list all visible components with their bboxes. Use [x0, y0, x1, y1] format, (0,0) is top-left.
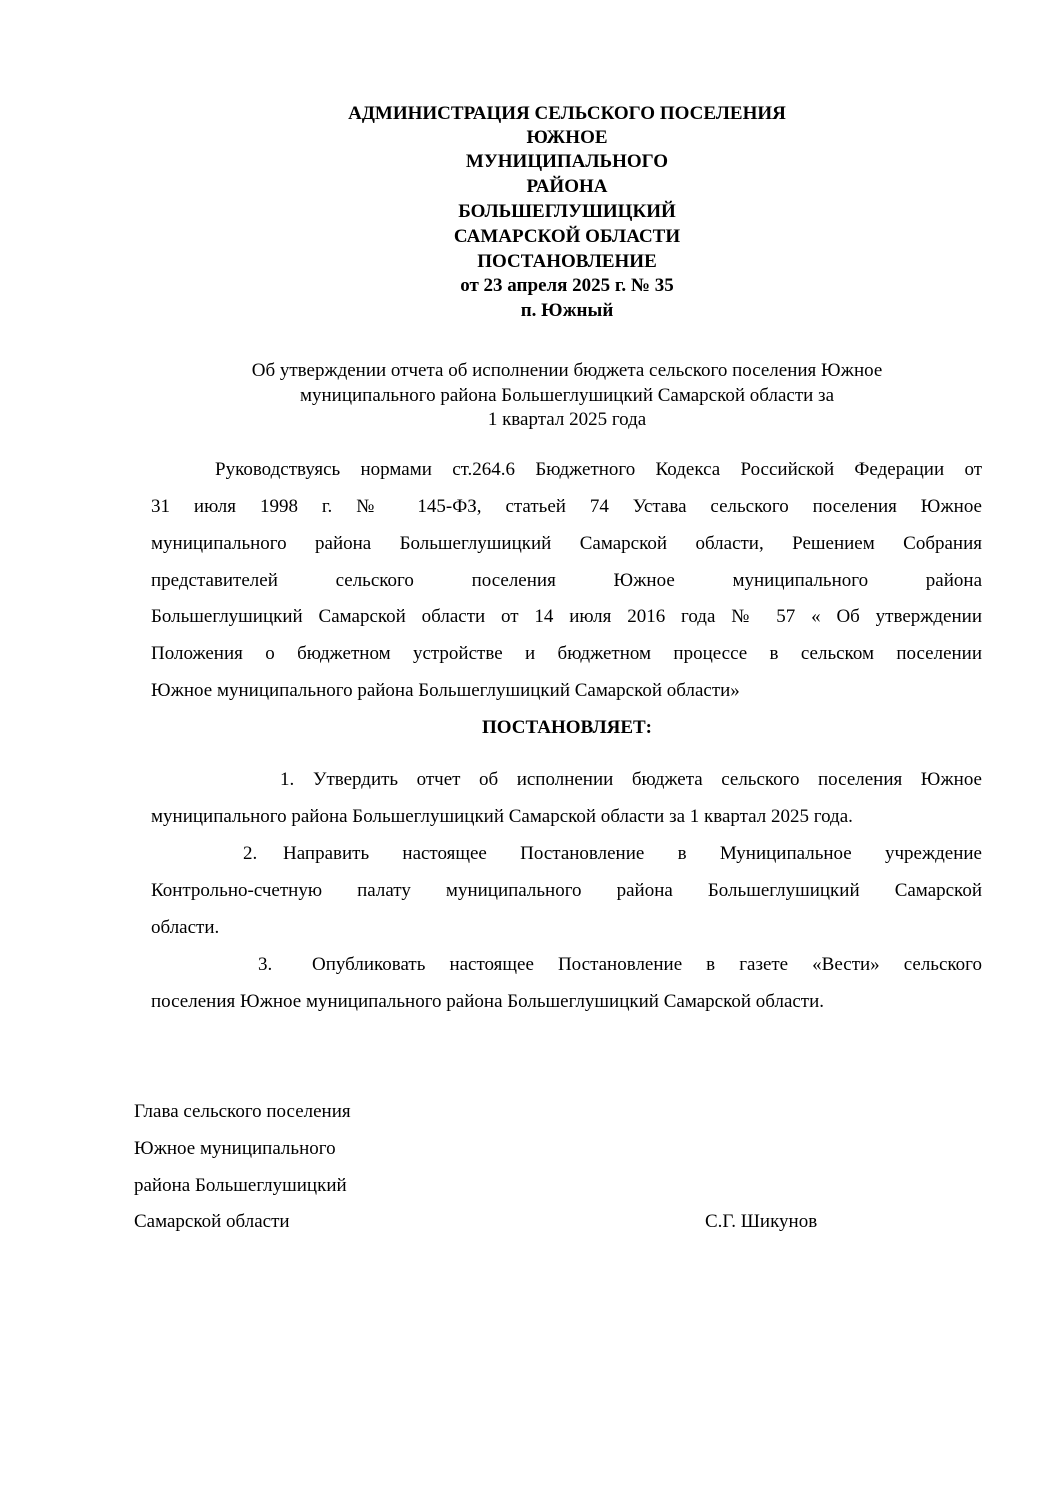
document-place: п. Южный: [520, 300, 614, 321]
signatory-position-line: Самарской области: [134, 1211, 290, 1232]
preamble-line: Южное муниципального района Большеглушицкий Самарской области»: [151, 680, 740, 701]
document-type: ПОСТАНОВЛЕНИЕ: [477, 251, 657, 272]
preamble-line: Руководствуясь нормами ст.264.6 Бюджетного Кодекса Российской Федерации от: [215, 459, 982, 480]
item-number: 1.: [280, 769, 295, 790]
item-line: Опубликовать настоящее Постановление в газете «Вести» сельского: [312, 954, 982, 975]
item-line: поселения Южное муниципального района Большеглушицкий Самарской области.: [151, 991, 825, 1012]
title-line: Об утверждении отчета об исполнении бюджета сельского поселения Южное: [251, 360, 883, 381]
preamble-line: Положения о бюджетном устройстве и бюджетном процессе в сельском поселении: [151, 643, 982, 664]
title-line: муниципального района Большеглушицкий Самарской области за: [299, 385, 834, 406]
preamble-line: муниципального района Большеглушицкий Самарской области, Решением Собрания: [151, 533, 982, 554]
signatory-position-line: Глава сельского поселения: [134, 1101, 351, 1122]
preamble-line: Большеглушицкий Самарской области от 14 июля 2016 года № 57 « Об утверждении: [151, 606, 982, 627]
item-line: области.: [151, 917, 220, 938]
title-line: 1 квартал 2025 года: [487, 409, 647, 430]
preamble-line: представителей сельского поселения Южное муниципального района: [151, 570, 982, 591]
signatory-name: С.Г. Шикунов: [705, 1211, 818, 1232]
header-line: РАЙОНА: [526, 176, 608, 197]
signatory-position-line: района Большеглушицкий: [134, 1175, 347, 1196]
item-line: Утвердить отчет об исполнении бюджета сельского поселения Южное: [313, 769, 982, 790]
item-number: 3.: [258, 954, 273, 975]
signatory-position-line: Южное муниципального: [134, 1138, 336, 1159]
item-line: Контрольно-счетную палату муниципального района Большеглушицкий Самарской: [151, 880, 982, 901]
item-number: 2.: [243, 843, 258, 864]
header-line: САМАРСКОЙ ОБЛАСТИ: [453, 226, 681, 247]
item-line: Направить настоящее Постановление в Муниципальное учреждение: [283, 843, 982, 864]
header-line: ЮЖНОЕ: [526, 127, 608, 148]
header-line: БОЛЬШЕГЛУШИЦКИЙ: [458, 201, 676, 222]
item-line: муниципального района Большеглушицкий Самарской области за 1 квартал 2025 года.: [151, 806, 853, 827]
document-date-number: от 23 апреля 2025 г. № 35: [460, 275, 674, 296]
header-line: АДМИНИСТРАЦИЯ СЕЛЬСКОГО ПОСЕЛЕНИЯ: [348, 103, 786, 124]
header-line: МУНИЦИПАЛЬНОГО: [465, 151, 669, 172]
resolves-heading: ПОСТАНОВЛЯЕТ:: [481, 717, 653, 738]
preamble-line: 31 июля 1998 г. № 145-ФЗ, статьей 74 Устава сельского поселения Южное: [151, 496, 982, 517]
